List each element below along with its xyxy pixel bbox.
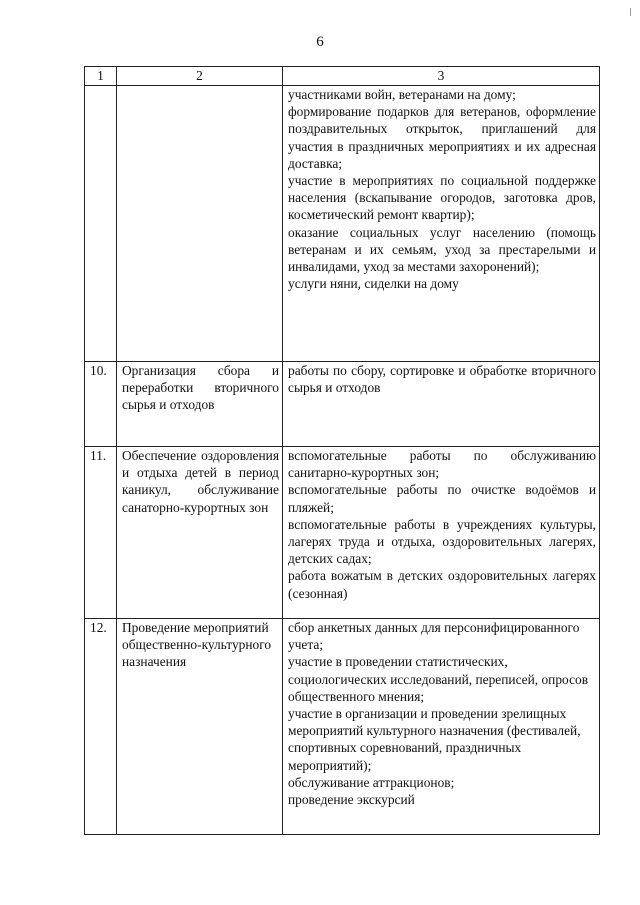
row-topic: [117, 447, 283, 619]
page-number: 6: [316, 34, 324, 50]
row-topic: [117, 362, 283, 447]
work-item: участие в мероприятиях по социальной поддержке населения (вскапывание огородов, заготовка дров, косметический ремонт квартир);: [288, 173, 596, 223]
row-topic: [117, 619, 283, 835]
work-item: участие в организации и проведении зрелищных мероприятий культурного назначения (фестивалей, спортивных соревнований, праздничных мероприятий);: [288, 706, 581, 773]
table-row: [85, 619, 600, 835]
work-item: обслуживание аттракционов;: [288, 774, 455, 790]
table-row: [85, 86, 600, 362]
work-item: вспомогательные работы в учреждениях культуры, лагерях труда и отдыха, оздоровительных лагерях, детских садах;: [288, 516, 596, 567]
work-item: услуги няни, сиделки на дому: [288, 276, 459, 292]
work-item: вспомогательные работы по обслуживанию санитарно-курортных зон;: [288, 448, 596, 481]
table-row: [85, 447, 600, 619]
row-works: [283, 619, 600, 835]
row-works: [283, 362, 600, 447]
work-item: работы по сбору, сортировке и обработке вторичного сырья и отходов: [288, 363, 596, 396]
row-works: [283, 86, 600, 362]
column-header-1: 1: [85, 67, 117, 86]
works-table: [84, 66, 600, 835]
work-item: участниками войн, ветеранами на дому;: [288, 87, 516, 102]
row-works: [283, 447, 600, 619]
row-number: 11.: [85, 447, 117, 619]
page-edge-mark: [630, 8, 631, 16]
row-number: [85, 86, 117, 362]
row-topic: [117, 86, 283, 362]
table-row: [85, 362, 600, 447]
work-item: работа вожатым в детских оздоровительных лагерях (сезонная): [288, 568, 596, 601]
row-number: 10.: [85, 362, 117, 447]
topic-text: Проведение мероприятий общественно-культурного назначения: [122, 620, 272, 670]
topic-text: Обеспечение оздоровления и отдыха детей в период каникул, обслуживание санаторно-курортных зон: [122, 448, 279, 515]
work-item: проведение экскурсий: [288, 792, 415, 808]
table-header-row: [85, 67, 600, 86]
topic-text: Организация сбора и переработки вторичного сырья и отходов: [122, 363, 279, 413]
work-item: вспомогательные работы по очистке водоёмов и пляжей;: [288, 482, 596, 515]
work-item: участие в проведении статистических, социологических исследований, переписей, опросов общественного мнения;: [288, 654, 589, 704]
work-item: формирование подарков для ветеранов, оформление поздравительных открыток, приглашений для участия в праздничных мероприятиях и их адресная доставка;: [288, 104, 596, 171]
work-item: оказание социальных услуг населению (помощь ветеранам и их семьям, уход за престарелыми и инвалидами, уход за местами захоронений);: [288, 224, 596, 275]
row-number: 12.: [85, 619, 117, 835]
column-header-2: 2: [117, 67, 283, 86]
column-header-3: 3: [283, 67, 600, 86]
work-item: сбор анкетных данных для персонифицированного учета;: [288, 620, 580, 653]
